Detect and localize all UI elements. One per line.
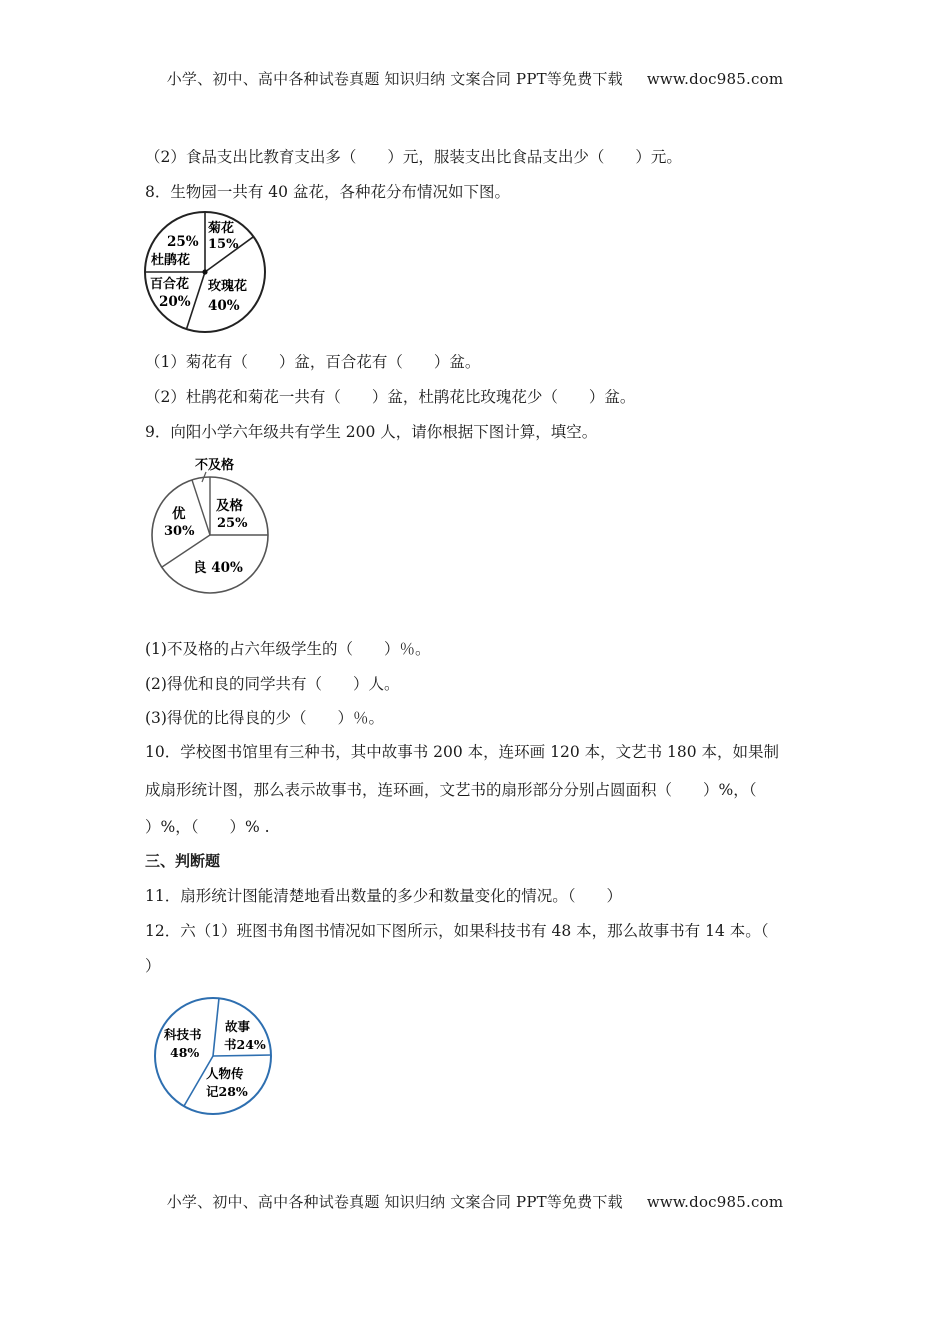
q12-label-bio-pct: 记28%: [206, 1084, 248, 1099]
footer-url: www.doc985.com: [646, 1193, 784, 1211]
q9-slice-divider: [192, 480, 210, 535]
q8-part1: （1）菊花有（ ）盆，百合花有（ ）盆。: [145, 353, 481, 371]
q8-label-dujuan-pct: 25%: [167, 234, 199, 250]
q12-slice-divider: [213, 998, 219, 1056]
q12-pie-chart: [148, 995, 278, 1117]
q9-part1: (1)不及格的占六年级学生的（ ）％。: [145, 640, 431, 658]
q8-part2: （2）杜鹃花和菊花一共有（ ）盆，杜鹃花比玫瑰花少（ ）盆。: [145, 388, 636, 406]
q8-label-dujuan-name: 杜鹃花: [151, 253, 191, 268]
q9-label-fail: 不及格: [195, 458, 235, 473]
q9-label-excellent-name: 优: [172, 506, 186, 522]
q8-label-baihe-pct: 20%: [159, 294, 191, 310]
q9-pie-chart: [145, 452, 275, 597]
header-url: www.doc985.com: [646, 70, 784, 88]
q9-label-good: 良 40%: [193, 560, 243, 576]
q7-part2: （2）食品支出比教育支出多（ ）元，服装支出比食品支出少（ ）元。: [145, 148, 682, 166]
q10-line1: 10．学校图书馆里有三种书，其中故事书 200 本，连环画 120 本，文艺书 180 本，如果制: [145, 743, 780, 761]
q12-line1: 12．六（1）班图书角图书情况如下图所示，如果科技书有 48 本，那么故事书有 14 本。（: [145, 922, 769, 940]
q12-label-bio-name: 人物传: [206, 1066, 244, 1081]
q12-label-story-pct: 书24%: [224, 1037, 266, 1052]
q8-label-juhua-pct: 15%: [208, 237, 239, 252]
q9-stem: 9．向阳小学六年级共有学生 200 人，请你根据下图计算，填空。: [145, 423, 598, 441]
q10-line2: 成扇形统计图，那么表示故事书，连环画，文艺书的扇形部分分别占圆面积（ ）%，（: [145, 781, 757, 799]
page-header: [0, 68, 950, 89]
q8-label-baihe-name: 百合花: [150, 277, 190, 292]
q9-part3: (3)得优的比得良的少（ ）％。: [145, 709, 384, 727]
q8-label-meigui-pct: 40%: [208, 298, 240, 314]
q9-label-pass-pct: 25%: [217, 516, 248, 531]
q8-pie-center: [202, 269, 207, 274]
q12-line2: ）: [145, 957, 161, 975]
q12-slice-divider: [213, 1055, 271, 1056]
page-footer: [0, 1191, 950, 1212]
q8-stem: 8．生物园一共有 40 盆花，各种花分布情况如下图。: [145, 183, 510, 201]
q8-label-meigui-name: 玫瑰花: [208, 279, 248, 294]
q12-label-tech-name: 科技书: [164, 1027, 202, 1042]
q9-label-pass-name: 及格: [216, 498, 243, 514]
q10-line3: ）%，（ ）% .: [145, 818, 270, 836]
q12-label-tech-pct: 48%: [170, 1045, 200, 1060]
q9-label-excellent-pct: 30%: [164, 524, 195, 539]
section-title: 三、判断题: [145, 852, 221, 870]
q11-text: 11．扇形统计图能清楚地看出数量的多少和数量变化的情况。（ ）: [145, 887, 622, 905]
q8-label-juhua-name: 菊花: [208, 221, 235, 236]
footer-text: 小学、初中、高中各种试卷真题 知识归纳 文案合同 PPT等免费下载: [166, 1193, 623, 1211]
q12-label-story-name: 故事: [225, 1019, 251, 1034]
header-text: 小学、初中、高中各种试卷真题 知识归纳 文案合同 PPT等免费下载: [166, 70, 623, 88]
q9-part2: (2)得优和良的同学共有（ ）人。: [145, 675, 400, 693]
q8-pie-chart: [140, 208, 270, 338]
